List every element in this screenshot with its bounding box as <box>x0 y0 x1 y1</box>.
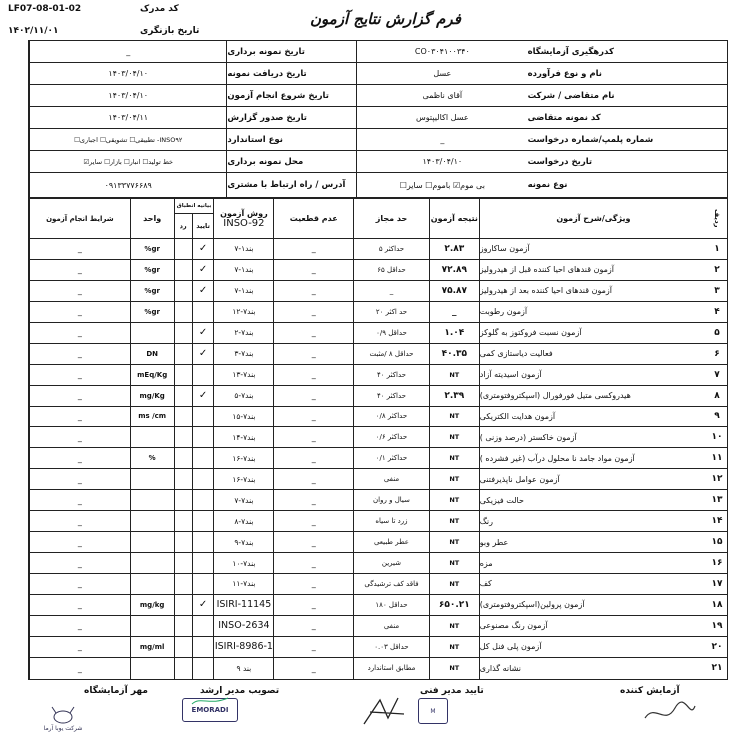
lab-code-label: کدرهگیری آزمایشگاه <box>527 46 614 57</box>
row-result: ۶۵۰.۲۱ <box>429 595 479 615</box>
table-row <box>29 386 727 407</box>
row-uncertainty: _ <box>273 553 353 573</box>
row-approve <box>192 616 214 636</box>
row-unit: gr% <box>130 302 174 322</box>
row-reject <box>174 323 192 343</box>
page-title: فرم گزارش نتایج آزمون <box>310 10 461 28</box>
row-conditions: _ <box>29 532 130 552</box>
row-unit <box>130 469 174 489</box>
standard-type-label: نوع استاندارد <box>226 129 356 150</box>
row-method: بند۷-۸ <box>213 511 273 531</box>
row-result: NT <box>429 616 479 636</box>
row-reject <box>174 595 192 615</box>
row-result: ۷۵.۸۷ <box>429 281 479 301</box>
row-method: بند۱-۷ <box>213 239 273 259</box>
row-result: NT <box>429 469 479 489</box>
header-conformity-label: بیانیه انطباق <box>175 199 214 214</box>
row-conditions: _ <box>29 365 130 385</box>
row-approve: ✓ <box>192 386 214 406</box>
row-approve <box>192 427 214 447</box>
row-feature: آزمون اسیدیته آزاد <box>479 365 707 385</box>
row-feature: آزمون عوامل ناپذیرفتنی <box>479 469 707 489</box>
row-no: ۱۲ <box>711 474 723 485</box>
row-reject <box>174 302 192 322</box>
row-feature: آزمون مواد جامد نا محلول درآب (غیر فشرده ) <box>479 448 707 468</box>
header-row-no: ردیف <box>713 209 722 228</box>
product-label: نام و نوع فرآورده <box>527 68 602 79</box>
row-conditions: _ <box>29 386 130 406</box>
row-limit: حداقل ۶۵ <box>353 260 429 280</box>
row-conditions: _ <box>29 302 130 322</box>
bee-logo-icon <box>48 705 78 725</box>
row-feature: آزمون قندهای احیا کننده قبل از هیدرولیز <box>479 260 707 280</box>
row-uncertainty: _ <box>273 302 353 322</box>
row-result: NT <box>429 574 479 594</box>
row-uncertainty: _ <box>273 448 353 468</box>
row-unit: ms /cm <box>130 407 174 427</box>
row-limit: منفی <box>353 616 429 636</box>
row-conditions: _ <box>29 469 130 489</box>
row-result: ۲.۸۳ <box>429 239 479 259</box>
row-uncertainty: _ <box>273 490 353 510</box>
row-reject <box>174 427 192 447</box>
row-feature: آزمون ساکاروز <box>479 239 707 259</box>
report-date: ۱۴۰۳/۰۴/۱۱ <box>29 107 226 128</box>
row-uncertainty: _ <box>273 281 353 301</box>
row-uncertainty: _ <box>273 239 353 259</box>
tech-manager-label: تایید مدیر فنی <box>420 686 484 696</box>
row-conditions: _ <box>29 553 130 573</box>
row-method: بند۱-۷ <box>213 281 273 301</box>
row-limit: حداکثر ۵ <box>353 239 429 259</box>
info-grid <box>28 40 728 198</box>
row-reject <box>174 469 192 489</box>
row-feature: آزمون پرولین(اسپکتروفتومتری) <box>479 595 707 615</box>
revision-label: تاریخ بازنگری <box>140 26 200 36</box>
row-uncertainty: _ <box>273 532 353 552</box>
row-result: NT <box>429 532 479 552</box>
row-feature: آزمون قندهای احیا کننده بعد از هیدرولیز <box>479 281 707 301</box>
results-table <box>28 198 728 680</box>
row-method: بند۷-۹ <box>213 532 273 552</box>
row-approve: ✓ <box>192 239 214 259</box>
row-reject <box>174 616 192 636</box>
header-conformity <box>174 199 214 238</box>
row-feature: آزمون رطوبت <box>479 302 707 322</box>
row-conditions: _ <box>29 658 130 679</box>
row-reject <box>174 532 192 552</box>
row-limit: حداکثر ۰/۱ <box>353 448 429 468</box>
row-approve <box>192 553 214 573</box>
row-result: NT <box>429 511 479 531</box>
table-row <box>29 344 727 365</box>
sample-code-label: کد نمونه متقاضی <box>527 112 601 123</box>
row-unit: % <box>130 448 174 468</box>
row-conditions: _ <box>29 344 130 364</box>
row-conditions: _ <box>29 490 130 510</box>
row-conditions: _ <box>29 616 130 636</box>
row-method: ISIRI-8986-1 <box>213 637 273 657</box>
row-feature: آزمون خاکستر (درصد وزنی ) <box>479 427 707 447</box>
header-limit: حد مجاز <box>353 199 429 238</box>
row-result: ۴۰.۳۵ <box>429 344 479 364</box>
start-date-label: تاریخ شروع انجام آزمون <box>226 85 356 106</box>
header-method-std: INSO-92 <box>223 217 265 229</box>
row-result: NT <box>429 448 479 468</box>
revision-date: ۱۴۰۲/۱۱/۰۱ <box>8 26 59 36</box>
row-unit <box>130 553 174 573</box>
row-result: NT <box>429 658 479 679</box>
row-unit <box>130 427 174 447</box>
row-reject <box>174 407 192 427</box>
row-unit <box>130 574 174 594</box>
sampling-date-label: تاریخ نمونه برداری <box>226 41 356 62</box>
start-date: ۱۴۰۳/۰۴/۱۰ <box>29 85 226 106</box>
row-unit <box>130 490 174 510</box>
row-uncertainty: _ <box>273 574 353 594</box>
sample-type: بی موم☑ باموم☐ سایر☐ <box>356 173 528 197</box>
row-limit: حداکثر ۴۰ <box>353 386 429 406</box>
row-conditions: _ <box>29 323 130 343</box>
header-approve: تایید <box>192 214 214 238</box>
row-method: INSO-2634 <box>213 616 273 636</box>
row-limit: حداقل ۰.۰۳ <box>353 637 429 657</box>
row-limit: حداقل ۱۸۰ <box>353 595 429 615</box>
row-no: ۱۵ <box>711 537 723 548</box>
address: ۰۹۱۳۳۷۷۶۶۸۹ <box>29 173 226 197</box>
row-method: بند۷-۱۵ <box>213 407 273 427</box>
table-row <box>29 239 727 260</box>
row-uncertainty: _ <box>273 595 353 615</box>
seal-label: شماره پلمپ/شماره درخواست <box>527 134 654 145</box>
row-method: بند۷-۱۳ <box>213 365 273 385</box>
header-reject: رد <box>179 222 187 230</box>
row-reject <box>174 260 192 280</box>
row-feature: کف <box>479 574 707 594</box>
row-reject <box>174 553 192 573</box>
row-approve <box>192 365 214 385</box>
row-limit: حداکثر ۰/۶ <box>353 427 429 447</box>
row-reject <box>174 386 192 406</box>
table-row <box>29 365 727 386</box>
row-uncertainty: _ <box>273 365 353 385</box>
row-result: NT <box>429 637 479 657</box>
header-method-label: روش آزمون <box>220 208 268 218</box>
table-row <box>29 323 727 344</box>
row-approve: ✓ <box>192 323 214 343</box>
row-conditions: _ <box>29 260 130 280</box>
row-feature: مزه <box>479 553 707 573</box>
row-approve <box>192 532 214 552</box>
row-unit: mg/ml <box>130 637 174 657</box>
row-method: بند۷-۱۶ <box>213 448 273 468</box>
tech-stamp: M <box>418 698 448 724</box>
row-reject <box>174 658 192 679</box>
row-method: بند ۹ <box>213 658 273 679</box>
row-conditions: _ <box>29 281 130 301</box>
table-row <box>29 407 727 428</box>
row-no: ۱۳ <box>711 495 723 506</box>
row-result: NT <box>429 490 479 510</box>
row-reject <box>174 490 192 510</box>
row-limit: سیال و روان <box>353 490 429 510</box>
table-row <box>29 595 727 616</box>
table-row <box>29 553 727 574</box>
row-reject <box>174 344 192 364</box>
row-unit: mEq/Kg <box>130 365 174 385</box>
row-limit: حد اکثر ۲۰ <box>353 302 429 322</box>
row-method: بند۷-۵ <box>213 386 273 406</box>
row-reject <box>174 448 192 468</box>
table-header-row <box>29 199 727 239</box>
sample-place-label: محل نمونه برداری <box>226 151 356 172</box>
row-result: NT <box>429 427 479 447</box>
table-row <box>29 574 727 595</box>
row-limit: مطابق استاندارد <box>353 658 429 679</box>
row-feature: رنگ <box>479 511 707 531</box>
row-approve: ✓ <box>192 281 214 301</box>
applicant: آقای ناظمی <box>356 85 528 106</box>
qa-manager-label: تصویب مدیر ارشد <box>200 686 280 696</box>
row-uncertainty: _ <box>273 616 353 636</box>
row-approve <box>192 490 214 510</box>
doc-code: LF07-08-01-02 <box>8 4 82 14</box>
row-feature: نشانه گذاری <box>479 658 707 679</box>
row-no: ۴ <box>714 306 720 317</box>
row-feature: عطر وبو <box>479 532 707 552</box>
row-no: ۲۱ <box>711 663 723 674</box>
row-method: ISIRI-11145 <box>213 595 273 615</box>
table-row <box>29 448 727 469</box>
row-no: ۱۶ <box>711 558 723 569</box>
row-result: ۱.۰۴ <box>429 323 479 343</box>
row-limit: حداکثر ۴۰ <box>353 365 429 385</box>
row-method: بند۷-۷ <box>213 490 273 510</box>
row-no: ۱۸ <box>711 599 723 610</box>
row-reject <box>174 574 192 594</box>
row-conditions: _ <box>29 239 130 259</box>
row-method: بند۷-۲ <box>213 323 273 343</box>
sample-type-label: نوع نمونه <box>527 180 568 190</box>
row-unit <box>130 658 174 679</box>
table-row <box>29 469 727 490</box>
row-no: ۳ <box>714 285 720 296</box>
row-no: ۱ <box>714 243 720 254</box>
row-approve <box>192 469 214 489</box>
row-conditions: _ <box>29 427 130 447</box>
row-unit: DN <box>130 344 174 364</box>
row-limit: عطر طبیعی <box>353 532 429 552</box>
row-uncertainty: _ <box>273 344 353 364</box>
table-row <box>29 637 727 658</box>
qa-stamp: EMORADI <box>182 698 238 722</box>
receipt-date-label: تاریخ دریافت نمونه <box>226 63 356 84</box>
lab-seal-label: مهر آزمایشگاه <box>84 686 148 696</box>
row-uncertainty: _ <box>273 511 353 531</box>
address-label: آدرس / راه ارتباط با مشتری <box>226 173 356 197</box>
row-result: NT <box>429 407 479 427</box>
row-feature: حالت فیزیکی <box>479 490 707 510</box>
row-uncertainty: _ <box>273 637 353 657</box>
row-method: بند۱-۷ <box>213 260 273 280</box>
standard-type: INSO۹۲- تطبیقی☐ تشویقی☐ اجباری☐ <box>29 129 226 150</box>
row-no: ۱۹ <box>711 620 723 631</box>
table-row <box>29 616 727 637</box>
row-unit <box>130 511 174 531</box>
row-unit: gr% <box>130 239 174 259</box>
row-conditions: _ <box>29 637 130 657</box>
table-row <box>29 302 727 323</box>
row-conditions: _ <box>29 595 130 615</box>
company-name: شرکت یوبا آرما <box>43 725 83 732</box>
row-result: ۲.۳۹ <box>429 386 479 406</box>
doc-code-label: کد مدرک <box>140 4 179 14</box>
row-no: ۷ <box>714 369 720 380</box>
row-approve: ✓ <box>192 595 214 615</box>
request-date: ۱۴۰۳/۰۴/۱۰ <box>356 151 528 172</box>
table-row <box>29 281 727 302</box>
row-method: بند۷-۱۲ <box>213 302 273 322</box>
table-row <box>29 427 727 448</box>
row-conditions: _ <box>29 511 130 531</box>
tester-label: آزمایش کننده <box>620 686 680 696</box>
row-limit: فاقد کف ترشیدگی <box>353 574 429 594</box>
header-feature: ویژگی/شرح آزمون <box>479 199 707 238</box>
table-row <box>29 511 727 532</box>
row-no: ۱۰ <box>711 432 723 443</box>
row-method: بند۷-۱۴ <box>213 427 273 447</box>
tester-signature-icon <box>640 698 700 728</box>
row-limit: حداقل ۸ /مثبت <box>353 344 429 364</box>
row-approve <box>192 637 214 657</box>
row-unit: gr% <box>130 281 174 301</box>
row-uncertainty: _ <box>273 469 353 489</box>
row-no: ۶ <box>714 348 720 359</box>
row-no: ۸ <box>714 390 720 401</box>
report-date-label: تاریخ صدور گزارش <box>226 107 356 128</box>
row-result: ۷۲.۸۹ <box>429 260 479 280</box>
row-result: NT <box>429 365 479 385</box>
row-limit: حداقل ۰/۹ <box>353 323 429 343</box>
row-feature: آزمون نسبت فروکتوز به گلوکز <box>479 323 707 343</box>
lab-code: CO۰۳۰۴۱۰۰۳۴۰ <box>356 41 528 62</box>
row-no: ۹ <box>714 411 720 422</box>
row-unit <box>130 323 174 343</box>
row-approve <box>192 407 214 427</box>
row-uncertainty: _ <box>273 260 353 280</box>
row-feature: آزمون هدایت الکتریکی <box>479 407 707 427</box>
row-unit <box>130 616 174 636</box>
row-unit: mg/kg <box>130 595 174 615</box>
header-uncertainty: عدم قطعیت <box>273 199 353 238</box>
seal: _ <box>356 129 528 150</box>
row-approve: ✓ <box>192 344 214 364</box>
row-conditions: _ <box>29 448 130 468</box>
row-unit: gr% <box>130 260 174 280</box>
row-approve <box>192 511 214 531</box>
row-no: ۲۰ <box>711 641 723 652</box>
row-uncertainty: _ <box>273 407 353 427</box>
row-feature: فعالیت دیاستازی کمی <box>479 344 707 364</box>
row-method: بند۷-۱۱ <box>213 574 273 594</box>
row-limit: حداکثر ۰/۸ <box>353 407 429 427</box>
row-method: بند۷-۳ <box>213 344 273 364</box>
row-limit: زرد تا سیاه <box>353 511 429 531</box>
row-limit: _ <box>353 281 429 301</box>
row-method: بند۷-۱۰ <box>213 553 273 573</box>
row-uncertainty: _ <box>273 386 353 406</box>
row-uncertainty: _ <box>273 323 353 343</box>
row-unit: mg/Kg <box>130 386 174 406</box>
row-conditions: _ <box>29 574 130 594</box>
qa-signature-icon <box>190 696 230 706</box>
lab-seal <box>40 692 86 732</box>
request-date-label: تاریخ درخواست <box>527 156 593 167</box>
header-result: نتیجه آزمون <box>429 199 479 238</box>
row-reject <box>174 637 192 657</box>
row-no: ۱۷ <box>711 578 723 589</box>
row-uncertainty: _ <box>273 658 353 679</box>
table-body <box>29 239 727 679</box>
row-feature: آزمون پلی فنل کل <box>479 637 707 657</box>
row-reject <box>174 511 192 531</box>
row-no: ۲ <box>714 264 720 275</box>
row-approve <box>192 448 214 468</box>
row-feature: آزمون رنگ مصنوعی <box>479 616 707 636</box>
header-unit: واحد <box>130 199 174 238</box>
applicant-label: نام متقاضی / شرکت <box>527 90 615 101</box>
row-approve: ✓ <box>192 260 214 280</box>
row-approve <box>192 658 214 679</box>
row-no: ۵ <box>714 327 720 338</box>
table-row <box>29 490 727 511</box>
header-method <box>213 199 273 238</box>
sampling-date: _ <box>29 41 226 62</box>
row-method: بند۷-۱۶ <box>213 469 273 489</box>
row-approve <box>192 574 214 594</box>
row-result: NT <box>429 553 479 573</box>
tech-signature-icon <box>360 694 410 730</box>
receipt-date: ۱۴۰۳/۰۴/۱۰ <box>29 63 226 84</box>
row-result: _ <box>429 302 479 322</box>
row-no: ۱۴ <box>711 516 723 527</box>
sample-place: خط تولید☐ انبار☐ بازار☐ سایر☑ <box>29 151 226 172</box>
row-reject <box>174 281 192 301</box>
row-approve <box>192 302 214 322</box>
row-limit: منفی <box>353 469 429 489</box>
table-row <box>29 532 727 553</box>
sample-code: عسل اکالیپتوس <box>356 107 528 128</box>
header-conditions: شرایط انجام آزمون <box>29 199 130 238</box>
row-uncertainty: _ <box>273 427 353 447</box>
product: عسل <box>356 63 528 84</box>
row-unit <box>130 532 174 552</box>
row-no: ۱۱ <box>711 453 723 464</box>
row-feature: هیدروکسی متیل فورفورال (اسپکتروفتومتری) <box>479 386 707 406</box>
table-row <box>29 260 727 281</box>
row-reject <box>174 365 192 385</box>
row-reject <box>174 239 192 259</box>
row-conditions: _ <box>29 407 130 427</box>
table-row <box>29 658 727 679</box>
row-limit: شیرین <box>353 553 429 573</box>
